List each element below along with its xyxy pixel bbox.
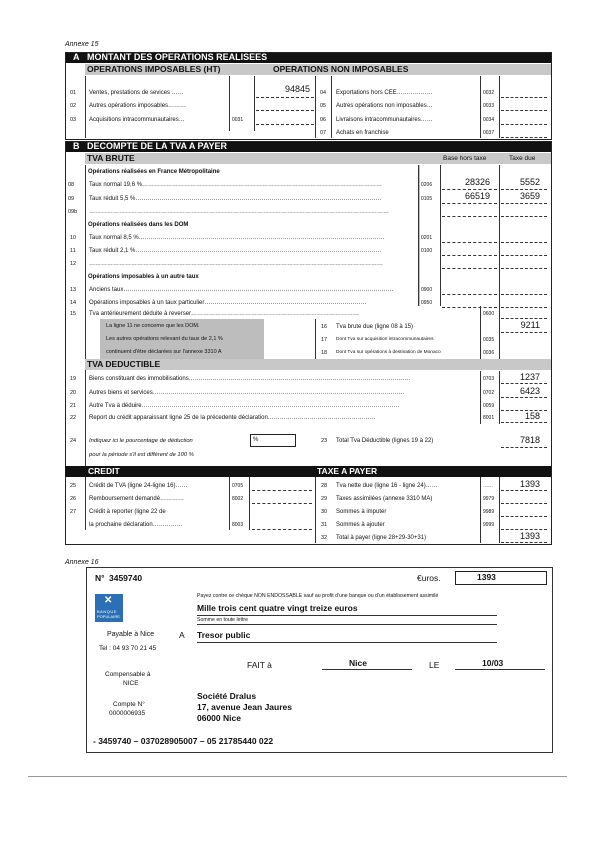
section-b-letter: B bbox=[73, 141, 80, 151]
payable-a: Payable à Nice bbox=[107, 631, 155, 638]
section-a-title: MONTANT DES OPERATIONS REALISEES bbox=[87, 52, 268, 62]
row-label: Crédit de TVA (ligne 24-ligne 16)…… bbox=[89, 483, 188, 489]
row-num: 15 bbox=[70, 311, 77, 317]
micr-line: - 3459740 – 037028905007 – 05 21785440 022 bbox=[93, 736, 274, 746]
row-label: Autres biens et services……………………………………………………………………………………………………………… bbox=[89, 390, 405, 396]
cheque-number: 3459740 bbox=[109, 573, 143, 583]
row-24-num: 24 bbox=[70, 438, 77, 444]
row-num: 04 bbox=[320, 90, 327, 96]
taxe-title: TAXE A PAYER bbox=[317, 466, 378, 476]
box-code: 0031 bbox=[232, 117, 244, 123]
row-label: Taxes assimilées (annexe 3310 MA) bbox=[336, 496, 433, 502]
dotted-entry-line bbox=[501, 110, 547, 111]
dotted-entry-line bbox=[501, 294, 547, 295]
row-label: Achats en franchise bbox=[336, 130, 389, 136]
row-num: 28 bbox=[321, 483, 328, 489]
box-code: 0105 bbox=[421, 196, 433, 202]
dotted-entry-line bbox=[442, 255, 497, 256]
row-num: 29 bbox=[321, 496, 328, 502]
row-num: 05 bbox=[320, 103, 327, 109]
dotted-entry-line bbox=[501, 216, 547, 217]
row-label: Total à payer (ligne 28+29-30+31) bbox=[336, 535, 427, 541]
deductible-value[interactable]: 1237 bbox=[519, 372, 540, 382]
company-address-2: 06000 Nice bbox=[197, 713, 241, 723]
row-23-value: 7818 bbox=[519, 435, 540, 445]
box-code: 0702 bbox=[483, 390, 495, 396]
other-rate-title: Opérations imposables à un autre taux bbox=[88, 274, 199, 280]
dotted-entry-line bbox=[442, 189, 497, 190]
row-label: Livraisons intracommunautaires…… bbox=[336, 117, 433, 123]
row-num: 01 bbox=[70, 90, 77, 96]
rule-line bbox=[499, 306, 500, 359]
dotted-entry-line bbox=[501, 516, 547, 517]
dotted-entry-line bbox=[442, 216, 497, 217]
rule-line bbox=[229, 477, 230, 530]
taxe-value[interactable] bbox=[500, 518, 540, 529]
row-label: Dont Tva sur opérations à destination de Monaco bbox=[336, 350, 441, 355]
box-code: 8002 bbox=[232, 496, 244, 502]
row-num: 07 bbox=[320, 130, 327, 136]
tva-deductible-header bbox=[85, 359, 551, 370]
base-value[interactable]: 66519 bbox=[464, 191, 490, 201]
row-label: Autres opérations imposables……… bbox=[89, 103, 187, 109]
dom-title: Opérations réalisées dans les DOM bbox=[88, 222, 189, 228]
bank-logo-text-1: BANQUE bbox=[97, 609, 117, 614]
row-label: Report du crédit apparaissant ligne 25 de la précedente déclaration……………………………………………… bbox=[89, 415, 376, 421]
box-code: 0206 bbox=[421, 182, 433, 188]
rule-line bbox=[480, 306, 481, 359]
box-code: 0201 bbox=[421, 235, 433, 241]
row-label: Tva brute due (ligne 08 à 15) bbox=[336, 324, 414, 330]
row-label: Taux réduit 2,1 %…………………………………………………………………………………………………………… bbox=[89, 248, 382, 254]
annexe-16-label: Annexe 16 bbox=[65, 559, 99, 566]
dotted-entry-line bbox=[442, 307, 497, 308]
row-num: 21 bbox=[70, 403, 77, 409]
rule-line bbox=[480, 371, 481, 424]
metro-title: Opérations réalisées en France Métropolitaine bbox=[88, 169, 220, 175]
tva-brute-title: TVA BRUTE bbox=[87, 153, 135, 163]
dom-note-line-1: La ligne 11 ne concerne que les DOM. bbox=[106, 323, 200, 329]
box-code: 0100 bbox=[421, 248, 433, 254]
dotted-entry-line bbox=[501, 318, 547, 319]
row-num: 26 bbox=[70, 496, 77, 502]
row-num: 32 bbox=[321, 535, 328, 541]
dom-note-line-3: continuent d'être déclarées sur l'annexe 3310 A bbox=[106, 349, 222, 355]
row-num: 09b bbox=[68, 209, 78, 215]
page-footer-rule bbox=[28, 776, 567, 777]
box-code: 0900 bbox=[421, 287, 433, 293]
compensable-label: Compensable à bbox=[105, 671, 151, 678]
row-num: 02 bbox=[70, 103, 77, 109]
row-23-num: 23 bbox=[321, 438, 328, 444]
dotted-entry-line bbox=[252, 529, 312, 530]
row-label: Exportations hors CEE……………… bbox=[336, 90, 433, 96]
row-num: 14 bbox=[70, 300, 77, 306]
box-code: 0033 bbox=[483, 103, 495, 109]
row-label: Sommes à ajouter bbox=[336, 522, 385, 528]
row-label: Taux normal 19,6 %………………………………………………………………………………………………………… bbox=[89, 182, 383, 188]
row-label: Ventes, prestations de sevices …… bbox=[89, 90, 184, 96]
dotted-entry-line bbox=[501, 397, 547, 398]
a-label: A bbox=[179, 630, 185, 640]
dotted-entry-line bbox=[256, 124, 314, 125]
section-b-title: DECOMPTE DE LA TVA A PAYER bbox=[87, 141, 228, 151]
dotted-entry-line bbox=[442, 268, 497, 269]
row-num: 27 bbox=[70, 509, 77, 515]
cheque-number-label: N° bbox=[95, 573, 105, 583]
box-code: 0703 bbox=[483, 376, 495, 382]
cheque-date: 10/03 bbox=[482, 658, 504, 668]
taxe-value[interactable] bbox=[500, 505, 540, 516]
compte-label: Compte N° bbox=[113, 701, 145, 708]
row-num: 19 bbox=[70, 376, 77, 382]
dotted-entry-line bbox=[501, 255, 547, 256]
bank-tel: Tel : 04 93 70 21 45 bbox=[99, 645, 157, 652]
taxe-due-col-header: Taxe due bbox=[509, 155, 536, 162]
fait-a-label: FAIT à bbox=[247, 660, 272, 670]
toutes-lettres: Somme en toute lettre bbox=[197, 617, 249, 623]
row-label: Tva nette due (ligne 16 - ligne 24)…… bbox=[336, 483, 438, 489]
rule-line bbox=[480, 477, 481, 543]
dotted-entry-line bbox=[501, 137, 547, 138]
box-code: 0035 bbox=[483, 337, 495, 343]
dotted-entry-line bbox=[252, 490, 312, 491]
taxe-value[interactable]: 3659 bbox=[519, 191, 540, 201]
base-ht-col-header: Base hors taxe bbox=[443, 155, 487, 162]
row-label: Autre Tva à déduire………………………………………………………………………………………………………………… bbox=[89, 403, 400, 409]
row-label: Remboursement demandé………… bbox=[89, 496, 185, 502]
row-num: 25 bbox=[70, 483, 77, 489]
bank-logo-mark: ✕ bbox=[104, 595, 113, 606]
rule-line bbox=[249, 477, 250, 530]
box-code: …… bbox=[483, 483, 493, 489]
row-value[interactable]: 94845 bbox=[284, 84, 310, 94]
row-label: ………………………………………………………………………………………………………………………………… bbox=[89, 261, 383, 267]
non-taxable-ops-header: OPERATIONS NON IMPOSABLES bbox=[273, 64, 409, 74]
rule-line bbox=[499, 477, 500, 543]
box-code: 0032 bbox=[483, 90, 495, 96]
row-label: Dont Tva sur acquisition intracommunautaires bbox=[336, 337, 434, 342]
taxable-ops-header: OPERATIONS IMPOSABLES (HT) bbox=[87, 64, 221, 74]
row-23-label: Total Tva Déductible (lignes 19 à 22) bbox=[336, 438, 434, 444]
row-24-label-2: pour la période s'il est différent de 100 % bbox=[89, 452, 194, 458]
taxe-value[interactable] bbox=[500, 492, 540, 503]
box-code: 0036 bbox=[483, 350, 495, 356]
dotted-entry-line bbox=[501, 189, 547, 190]
fait-city: Nice bbox=[349, 658, 367, 668]
payez-text: Payez contre ce chèque NON ENDOSSABLE sauf au profit d'une banque ou d'un établissement assimilé bbox=[197, 593, 439, 599]
row-num: 30 bbox=[321, 509, 328, 515]
box-code: 8001 bbox=[483, 415, 495, 421]
row-num: 13 bbox=[70, 287, 77, 293]
row-label: Biens constituant des immobilisations………………………………………………………………………………………………… bbox=[89, 376, 411, 382]
dotted-entry-line bbox=[442, 242, 497, 243]
taxe-value[interactable]: 1393 bbox=[519, 531, 540, 541]
row-num: 20 bbox=[70, 390, 77, 396]
box-code: 0037 bbox=[483, 130, 495, 136]
euros-label: €uros. bbox=[417, 573, 441, 583]
row-value[interactable] bbox=[258, 97, 310, 108]
row-label: Taux réduit 5,5 %…………………………………………………………………………………………………………… bbox=[89, 196, 382, 202]
row-label: Crédit à reporter (ligne 22 de bbox=[89, 509, 166, 515]
box-code: 0705 bbox=[232, 483, 244, 489]
deductible-value[interactable]: 6423 bbox=[519, 386, 540, 396]
row-num: 09 bbox=[68, 196, 75, 202]
box-code: 0034 bbox=[483, 117, 495, 123]
deduction-pct-sign: % bbox=[253, 437, 259, 443]
dotted-entry-line bbox=[442, 294, 497, 295]
dotted-entry-line bbox=[252, 503, 312, 504]
row-num: 11 bbox=[70, 248, 76, 254]
row-label: la prochaine déclaration…………… bbox=[89, 522, 183, 528]
cheque-amount: 1393 bbox=[477, 572, 496, 582]
tva-deductible-title: TVA DEDUCTIBLE bbox=[87, 359, 161, 369]
taxe-value[interactable]: 5552 bbox=[519, 177, 540, 187]
row-num: 10 bbox=[70, 235, 77, 241]
deductible-value[interactable] bbox=[500, 399, 540, 410]
box-code: 9989 bbox=[483, 509, 495, 515]
amount-in-words: Mille trois cent quatre vingt treize euros bbox=[197, 603, 358, 613]
dotted-entry-line bbox=[501, 503, 547, 504]
bank-logo bbox=[95, 594, 123, 622]
box-code: 9999 bbox=[483, 522, 495, 528]
row-label: Opérations imposables à un taux particulier……………………………………………………………………… bbox=[89, 300, 367, 306]
dom-note-line-2: Les autres opérations relevant du taux de 2,1 % bbox=[106, 336, 223, 342]
box-code: 0059 bbox=[483, 403, 495, 409]
row-label: Tva antérieurement déduite à reverser………………………………………………………………………… bbox=[89, 311, 360, 317]
section-a-letter: A bbox=[73, 52, 80, 62]
dotted-entry-line bbox=[501, 529, 547, 530]
deductible-value[interactable]: 158 bbox=[524, 411, 540, 421]
row-value[interactable] bbox=[258, 111, 310, 122]
row-num: 22 bbox=[70, 415, 77, 421]
dotted-entry-line bbox=[501, 422, 547, 423]
box-code: 0600 bbox=[483, 311, 495, 317]
row-label: …………………………………………………………………………………………………………………………………… bbox=[89, 209, 389, 215]
company-address-1: 17, avenue Jean Jaures bbox=[197, 702, 292, 712]
row-num: 03 bbox=[70, 117, 77, 123]
row-num: 18 bbox=[321, 350, 328, 356]
dotted-entry-line bbox=[501, 542, 547, 543]
payee-name: Tresor public bbox=[197, 630, 251, 640]
base-value[interactable] bbox=[442, 204, 490, 215]
dotted-entry-line bbox=[501, 97, 547, 98]
le-label: LE bbox=[429, 660, 440, 670]
row-num: 12 bbox=[70, 261, 77, 267]
annexe-15-label: Annexe 15 bbox=[65, 41, 99, 48]
bank-logo-text-2: POPULAIRE bbox=[97, 614, 120, 619]
taxe-value[interactable]: 1393 bbox=[519, 479, 540, 489]
row-label: Taux normal 8,5 %…………………………………………………………………………………………………………… bbox=[89, 235, 385, 241]
compte-number: 0000006935 bbox=[109, 710, 146, 717]
row-label: Sommes à imputer bbox=[336, 509, 387, 515]
row-num: 17 bbox=[321, 337, 328, 343]
credit-taxe-header bbox=[65, 466, 551, 477]
cheque-amount-box[interactable] bbox=[455, 571, 547, 585]
row-label: Anciens taux……………………………………………………………………………………………………………………… bbox=[89, 287, 394, 293]
credit-title: CREDIT bbox=[88, 466, 120, 476]
row-label: Autres opérations non imposables… bbox=[336, 103, 433, 109]
taxe-value[interactable] bbox=[500, 204, 540, 215]
dotted-entry-line bbox=[501, 332, 547, 333]
dotted-entry-line bbox=[501, 383, 547, 384]
rule-line bbox=[499, 371, 500, 424]
box-code: 8003 bbox=[232, 522, 244, 528]
rule-line bbox=[315, 319, 316, 359]
row-num: 06 bbox=[320, 117, 327, 123]
dotted-entry-line bbox=[501, 124, 547, 125]
row-num: 08 bbox=[68, 182, 75, 188]
row-24-label-1: Indiquez ici le pourcentage de déduction bbox=[89, 438, 193, 444]
box-code: 0950 bbox=[421, 300, 433, 306]
row-label: Acquisitions intracommunautaires… bbox=[89, 117, 185, 123]
dotted-entry-line bbox=[501, 490, 547, 491]
row-num: 31 bbox=[321, 522, 328, 528]
compensable-city: NICE bbox=[123, 680, 139, 687]
box-code: 9979 bbox=[483, 496, 495, 502]
dotted-entry-line bbox=[501, 268, 547, 269]
cheque bbox=[86, 567, 553, 753]
row-num: 16 bbox=[321, 324, 328, 330]
dotted-entry-line bbox=[501, 242, 547, 243]
dotted-entry-line bbox=[501, 307, 547, 308]
base-value[interactable]: 28326 bbox=[464, 177, 490, 187]
row-16-value[interactable]: 9211 bbox=[520, 320, 540, 330]
company-name: Société Dralus bbox=[197, 691, 257, 701]
